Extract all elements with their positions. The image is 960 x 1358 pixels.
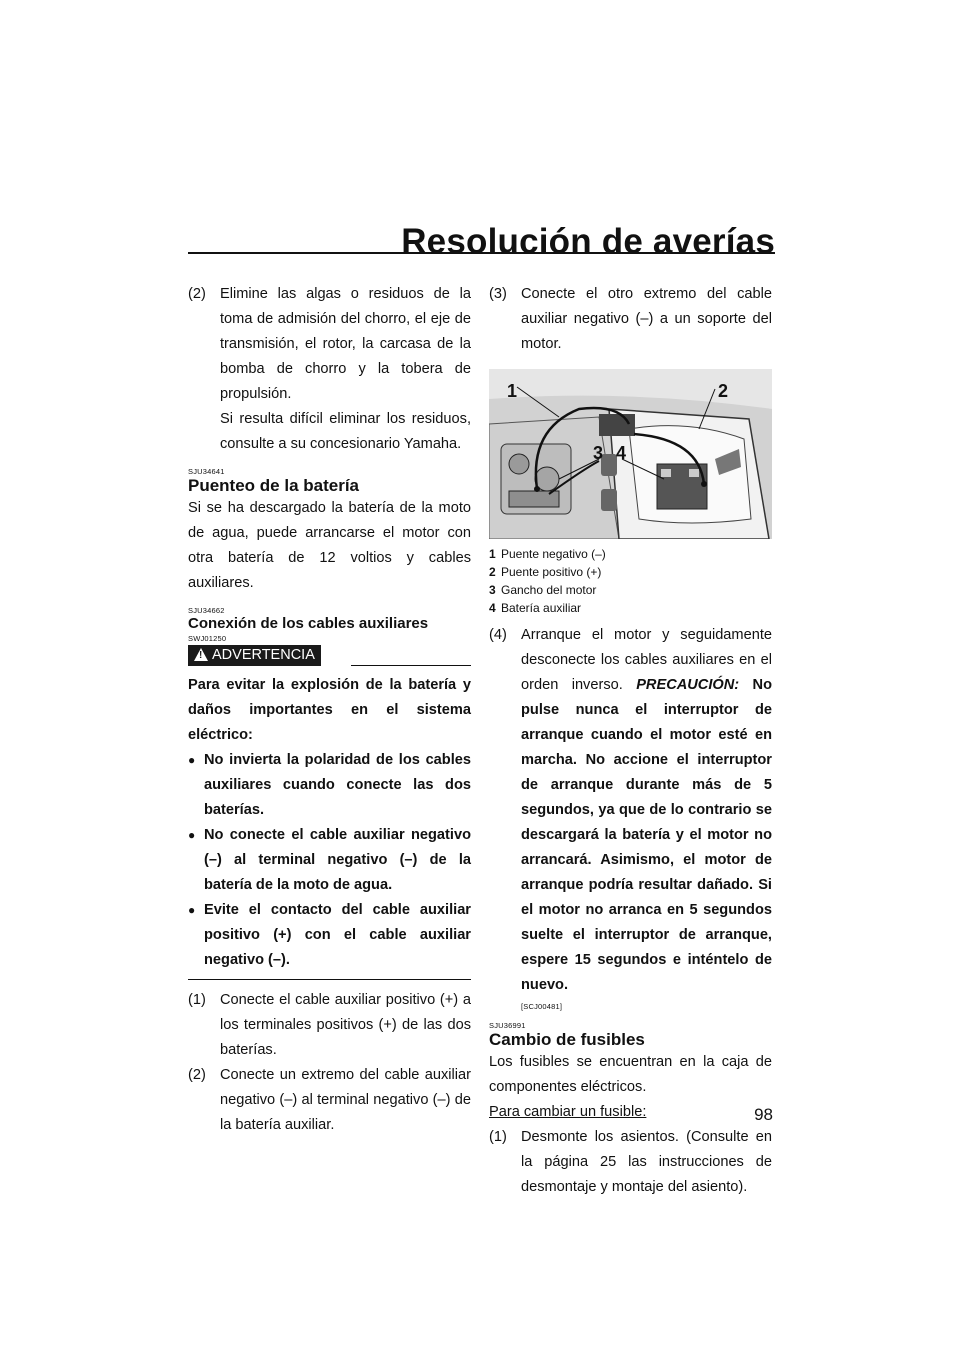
section-paragraph: Si se ha descargado la batería de la moto de agua, puede arrancarse el motor con otra batería de 12 voltios y cables auxiliares. <box>188 500 471 591</box>
step-item <box>188 988 471 1063</box>
legend-number: 1 <box>489 547 496 561</box>
step-number: (2) <box>188 1067 206 1083</box>
callout-3: 3 <box>593 443 604 463</box>
step-text: Arranque el motor y seguidamente desconecte los cables auxiliares en el orden inverso. <box>521 627 772 693</box>
callout-2: 2 <box>718 381 729 401</box>
step-text: Elimine las algas o residuos de la toma de admisión del chorro, el eje de transmisión, el rotor, la carcasa de la bomba de chorro y la tobera de propulsión. <box>220 286 471 402</box>
warning-label <box>188 645 321 666</box>
left-column <box>188 282 471 1138</box>
section-title: Puenteo de la batería <box>188 476 359 495</box>
warning-rule <box>351 665 471 666</box>
bullet-text: No conecte el cable auxiliar negativo (–) al terminal negativo (–) de la batería de la moto de agua. <box>204 827 471 893</box>
warning-header <box>188 645 471 667</box>
step-text: Conecte el otro extremo del cable auxiliar negativo (–) a un soporte del motor. <box>521 286 772 352</box>
bullet-text: No invierta la polaridad de los cables auxiliares cuando conecte las dos baterías. <box>204 752 471 818</box>
step-number: (2) <box>188 286 206 302</box>
subsection-title: Conexión de los cables auxiliares <box>188 615 429 632</box>
step-item <box>188 1063 471 1138</box>
step-item <box>489 623 772 998</box>
step-text: Conecte un extremo del cable auxiliar negativo (–) al terminal negativo (–) de la batería auxiliar. <box>220 1067 471 1133</box>
warning-intro: Para evitar la explosión de la batería y daños importantes en el sistema eléctrico: <box>188 677 471 743</box>
step-continuation: Si resulta difícil eliminar los residuos, consulte a su concesionario Yamaha. <box>220 411 471 452</box>
procedure-subhead: Para cambiar un fusible: <box>489 1104 647 1120</box>
legend-number: 4 <box>489 601 496 615</box>
legend-item <box>489 599 772 617</box>
reference-code: SWJ01250 <box>188 634 227 643</box>
bullet-text: Evite el contacto del cable auxiliar positivo (+) con el cable auxiliar negativo (–). <box>204 902 471 968</box>
warning-bullet <box>188 898 471 973</box>
reference-code: SJU34662 <box>188 606 225 615</box>
right-column <box>489 282 772 1200</box>
header-rule <box>188 252 775 254</box>
page-header-title: Resolución de averías <box>401 222 775 261</box>
warning-bullet <box>188 748 471 823</box>
step-text: Conecte el cable auxiliar positivo (+) a los terminales positivos (+) de las dos baterías. <box>220 992 471 1058</box>
section-title: Cambio de fusibles <box>489 1030 645 1049</box>
section-paragraph: Los fusibles se encuentran en la caja de componentes eléctricos. <box>489 1054 772 1095</box>
bullet-icon: ● <box>188 828 196 842</box>
legend-item <box>489 563 772 581</box>
callout-1: 1 <box>507 381 518 401</box>
legend-text: Gancho del motor <box>501 583 597 597</box>
legend-number: 2 <box>489 565 496 579</box>
warning-bullet <box>188 823 471 898</box>
step-item <box>489 282 772 357</box>
callout-4: 4 <box>616 443 627 463</box>
warning-end-rule <box>188 979 471 980</box>
battery-jumper-figure <box>489 369 772 539</box>
step-item <box>489 1125 772 1200</box>
figure-legend <box>489 545 772 617</box>
legend-number: 3 <box>489 583 496 597</box>
bullet-icon: ● <box>188 903 196 917</box>
step-text: Desmonte los asientos. (Consulte en la página 25 las instrucciones de desmontaje y montaje del asiento). <box>521 1129 772 1195</box>
bullet-icon: ● <box>188 753 196 767</box>
legend-item <box>489 545 772 563</box>
reference-code: [SCJ00481] <box>521 1002 563 1011</box>
warning-label-text: ADVERTENCIA <box>212 647 315 663</box>
step-number: (1) <box>188 992 206 1008</box>
legend-text: Puente positivo (+) <box>501 565 602 579</box>
legend-item <box>489 581 772 599</box>
step-number: (4) <box>489 627 507 643</box>
legend-text: Puente negativo (–) <box>501 547 606 561</box>
caution-label: PRECAUCIÓN: <box>636 677 740 693</box>
engine-bay-illustration <box>489 369 772 539</box>
step-number: (1) <box>489 1129 507 1145</box>
reference-code: SJU34641 <box>188 467 225 476</box>
reference-code: SJU36991 <box>489 1021 526 1030</box>
page-number: 98 <box>754 1105 773 1124</box>
step-item <box>188 282 471 407</box>
legend-text: Batería auxiliar <box>501 601 582 615</box>
exclamation-icon: ! <box>199 650 203 661</box>
step-number: (3) <box>489 286 507 302</box>
caution-text: No pulse nunca el interruptor de arranque cuando el motor esté en marcha. No accione el interruptor de arranque durante más de 5 segundos, ya que de lo contrario se descargará la batería y el motor no arrancará. Asimismo, el motor de arranque podría resultar dañado. Si el motor no arranca en 5 segundos suelte el interruptor de arranque, espere 15 segundos e inténtelo de nuevo. <box>521 677 772 993</box>
